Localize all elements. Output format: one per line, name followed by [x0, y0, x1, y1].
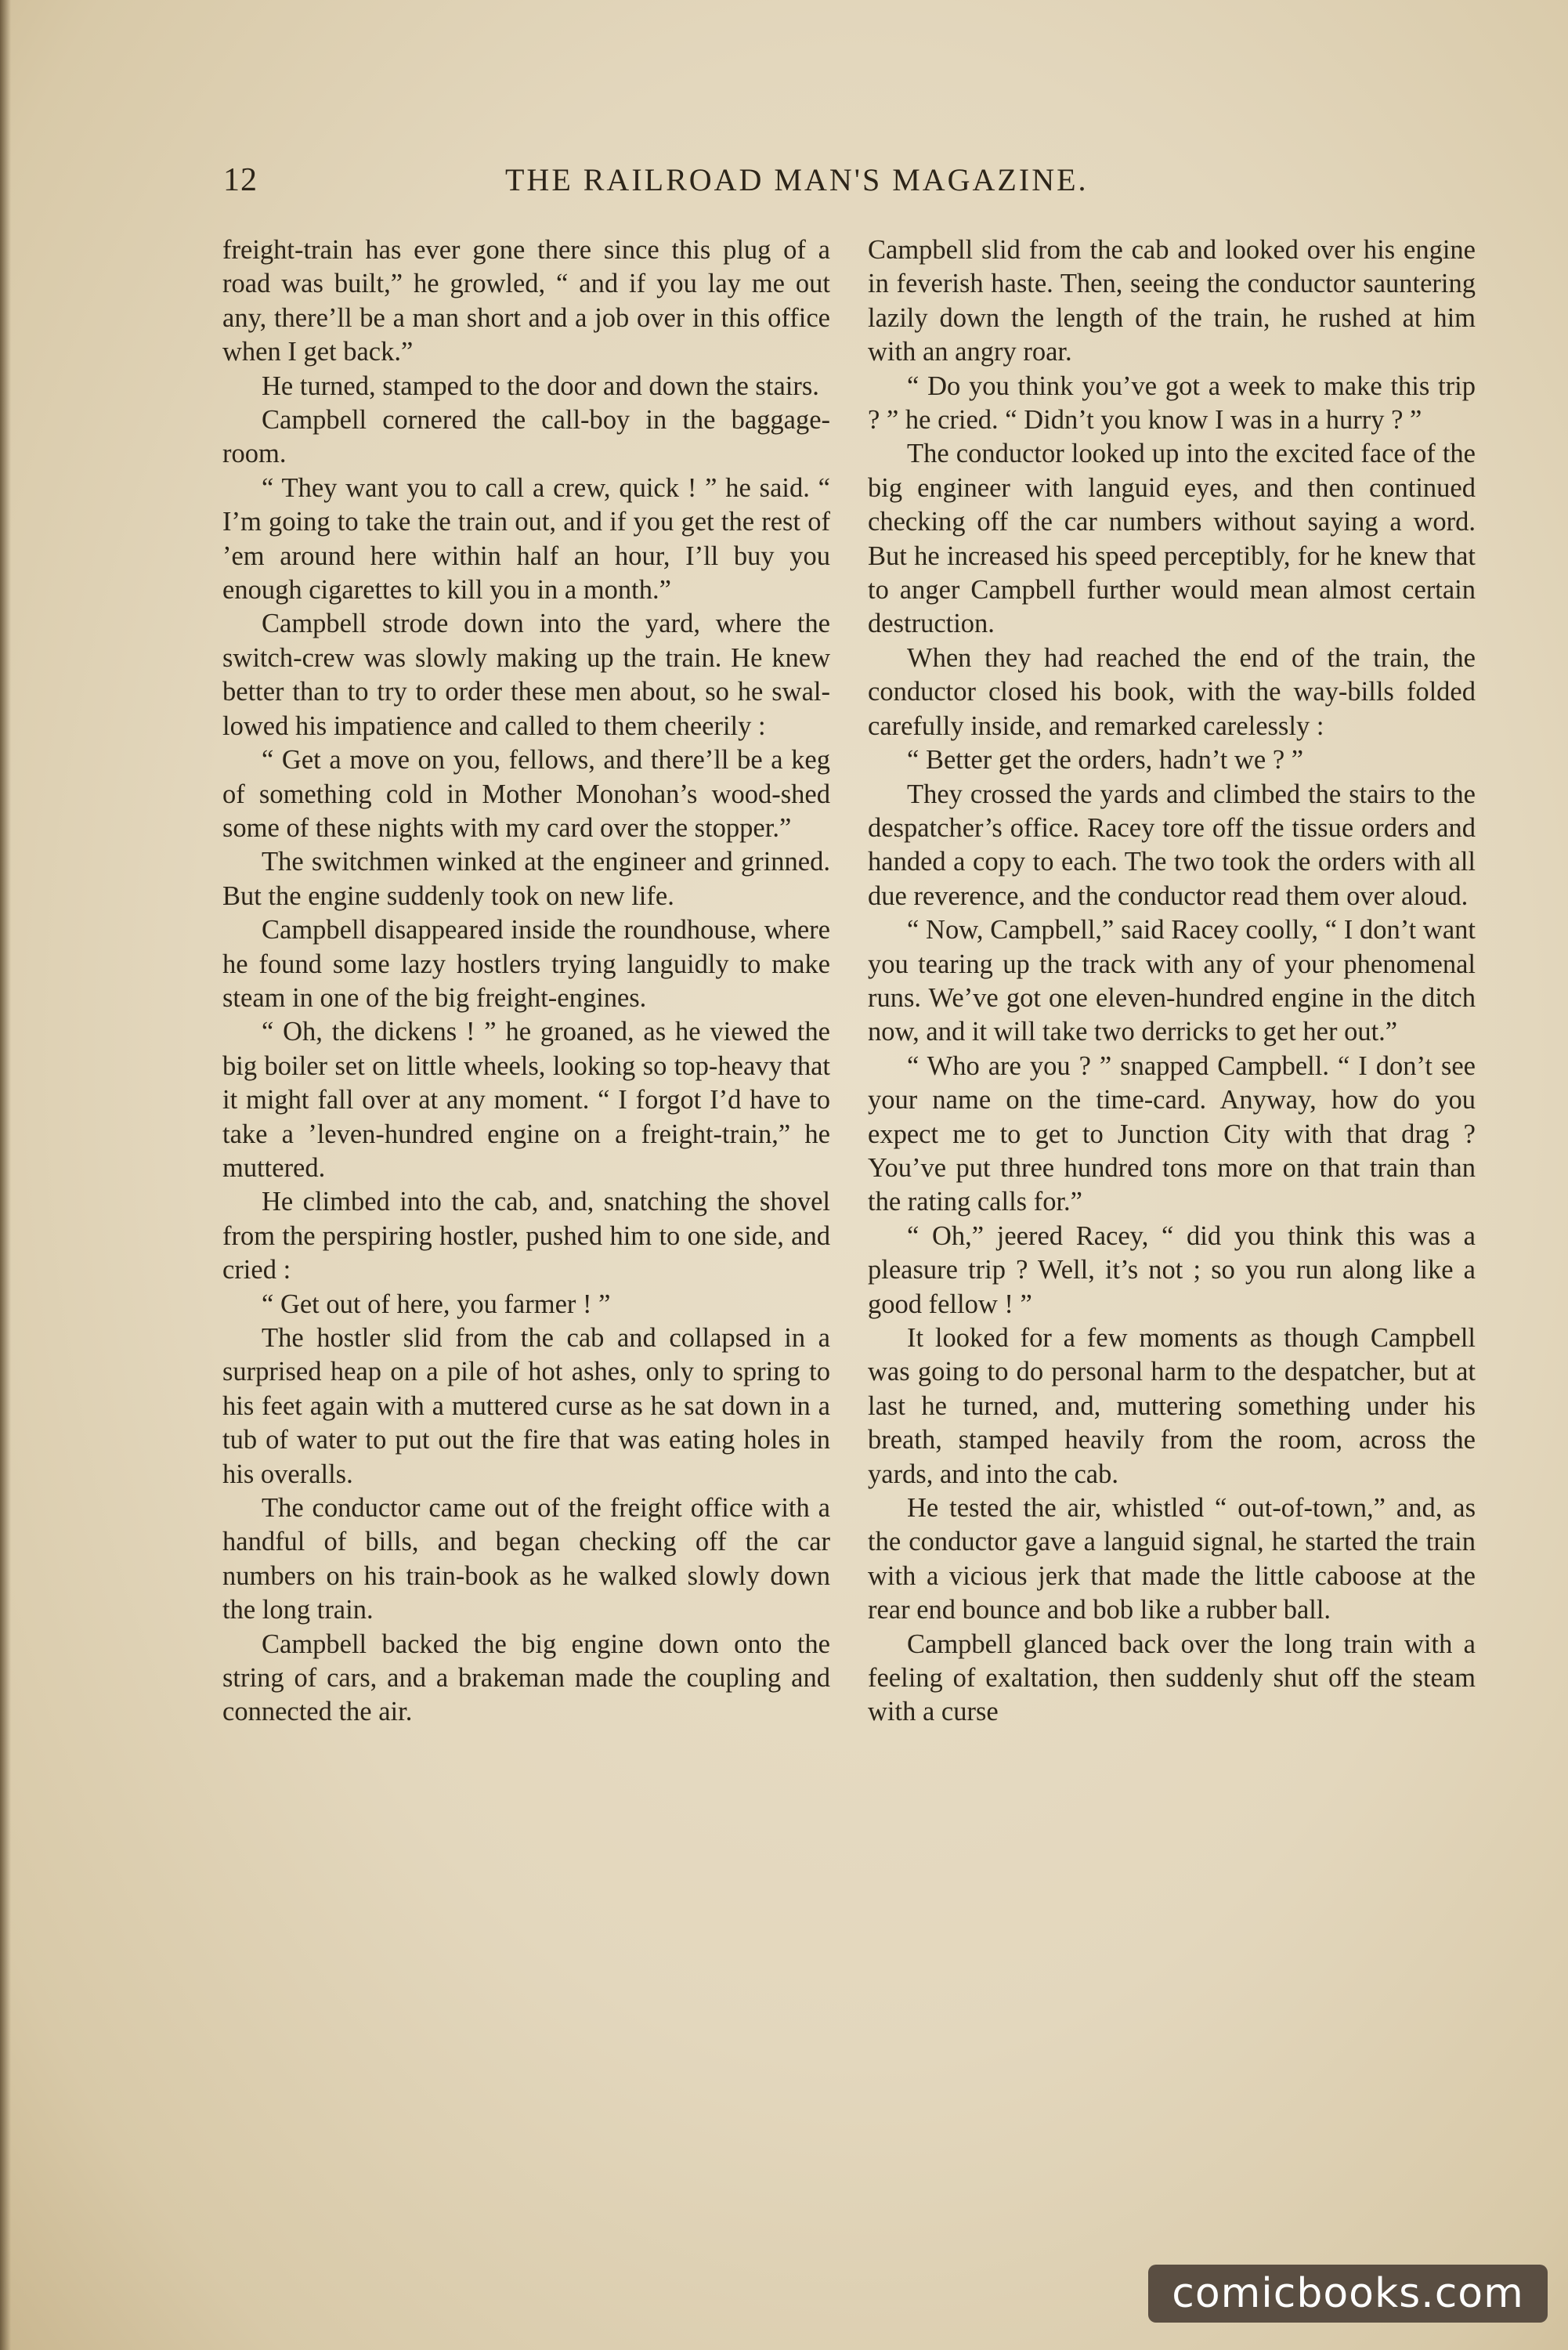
- paragraph: He climbed into the cab, and, snatching the shovel from the perspiring hostler, pushed him to one side, and cried :: [222, 1187, 830, 1285]
- page-number: 12: [223, 162, 258, 198]
- page-header: [223, 161, 1194, 208]
- source-watermark: comicbooks.com: [1148, 2265, 1548, 2323]
- paragraph: “ Oh, the dickens ! ” he groaned, as he viewed the big boiler set on little wheels, looking so top-heavy that it might fall over at any moment. “ I forgot I’d have to take a ’leven-hundred engine on a freight-train,” he muttered.: [222, 1017, 830, 1183]
- paragraph: He tested the air, whistled “ out-of-town,” and, as the conductor gave a languid signal, he started the train with a vicious jerk that made the little caboose at the rear end bounce and bob like a rubber ball.: [868, 1493, 1476, 1625]
- paragraph: Campbell glanced back over the long train with a feeling of exaltation, then suddenly shut off the steam with a curse: [868, 1629, 1476, 1727]
- paragraph: “ Better get the orders, hadn’t we ? ”: [907, 745, 1304, 776]
- paragraph: “ They want you to call a crew, quick ! ” he said. “ I’m going to take the train out, and if you get the rest of ’em around here within half an hour, I’ll buy you enough cigarettes to kill you in a month.”: [222, 472, 830, 606]
- paragraph: The conductor looked up into the excited face of the big engineer with languid eyes, and then continued checking off the car numbers without saying a word. But he increased his speed perceptibly, for he knew that to anger Campbell further would mean almost certain destruction.: [868, 439, 1476, 639]
- paragraph: The switchmen winked at the engineer and grinned. But the engine suddenly took on new life.: [222, 847, 830, 911]
- paragraph: Campbell cornered the call-boy in the baggage-room.: [222, 405, 830, 469]
- paragraph: Campbell disappeared inside the roundhouse, where he found some lazy hostlers trying languidly to make steam in one of the big freight-engines.: [222, 915, 830, 1013]
- right-column: [868, 233, 1476, 2192]
- paragraph: “ Now, Campbell,” said Racey coolly, “ I don’t want you tearing up the track with any of your phenomenal runs. We’ve got one eleven-hundred engine in the ditch now, and it will take two derricks to get her out.”: [868, 915, 1476, 1047]
- paragraph: The hostler slid from the cab and collapsed in a surprised heap on a pile of hot ashes, only to spring to his feet again with a muttered curse as he sat down in a tub of water to put out the fire that was eating holes in his overalls.: [222, 1323, 830, 1489]
- paragraph: “ Who are you ? ” snapped Campbell. “ I don’t see your name on the time-card. Anyway, how do you expect me to get to Junction City with that drag ? You’ve put three hundred tons more on that train than the rating calls for.”: [868, 1050, 1476, 1217]
- paragraph: “ Get a move on you, fellows, and there’ll be a keg of something cold in Mother Monohan’s wood-shed some of these nights with my card over the stopper.”: [222, 745, 830, 843]
- paragraph: Campbell slid from the cab and looked over his engine in feverish haste. Then, seeing the conductor sauntering lazily down the length of the train, he rushed at him with an angry roar.: [868, 235, 1476, 367]
- paragraph: freight-train has ever gone there since this plug of a road was built,” he growled, “ and if you lay me out any, there’ll be a man short and a job over in this office when I get back.”: [222, 235, 830, 367]
- paragraph: When they had reached the end of the train, the conductor closed his book, with the way-bills folded carefully inside, and remarked carelessly :: [868, 642, 1476, 741]
- paragraph: “ Oh,” jeered Racey, “ did you think this was a pleasure trip ? Well, it’s not ; so you run along like a good fellow ! ”: [868, 1220, 1476, 1319]
- paragraph: He turned, stamped to the door and down the stairs.: [262, 371, 819, 401]
- paragraph: It looked for a few moments as though Campbell was going to do personal harm to the despatcher, but at last he turned, and, muttering something under his breath, stamped heavily from the room, across the yards, and into the cab.: [868, 1323, 1476, 1489]
- paragraph: The conductor came out of the freight office with a handful of bills, and began checking off the car numbers on his train-book as he walked slowly down the long train.: [222, 1493, 830, 1625]
- paragraph: They crossed the yards and climbed the stairs to the despatcher’s office. Racey tore off the tissue orders and handed a copy to each. The two took the orders with all due reverence, and the conductor read them over aloud.: [868, 779, 1476, 911]
- paragraph: Campbell backed the big engine down onto the string of cars, and a brakeman made the coupling and connected the air.: [222, 1629, 830, 1727]
- paragraph: “ Get out of here, you farmer ! ”: [262, 1289, 611, 1319]
- paragraph: Campbell strode down into the yard, where the switch-crew was slowly making up the train. He knew better than to try to order these men about, so he swallowed his impatience and called to them cheerily :: [222, 609, 830, 741]
- running-title: THE RAILROAD MAN'S MAGAZINE.: [505, 162, 1089, 197]
- paragraph: “ Do you think you’ve got a week to make this trip ? ” he cried. “ Didn’t you know I was in a hurry ? ”: [868, 371, 1476, 436]
- left-column: [222, 233, 830, 2192]
- page-edge-shadow: [0, 0, 11, 2350]
